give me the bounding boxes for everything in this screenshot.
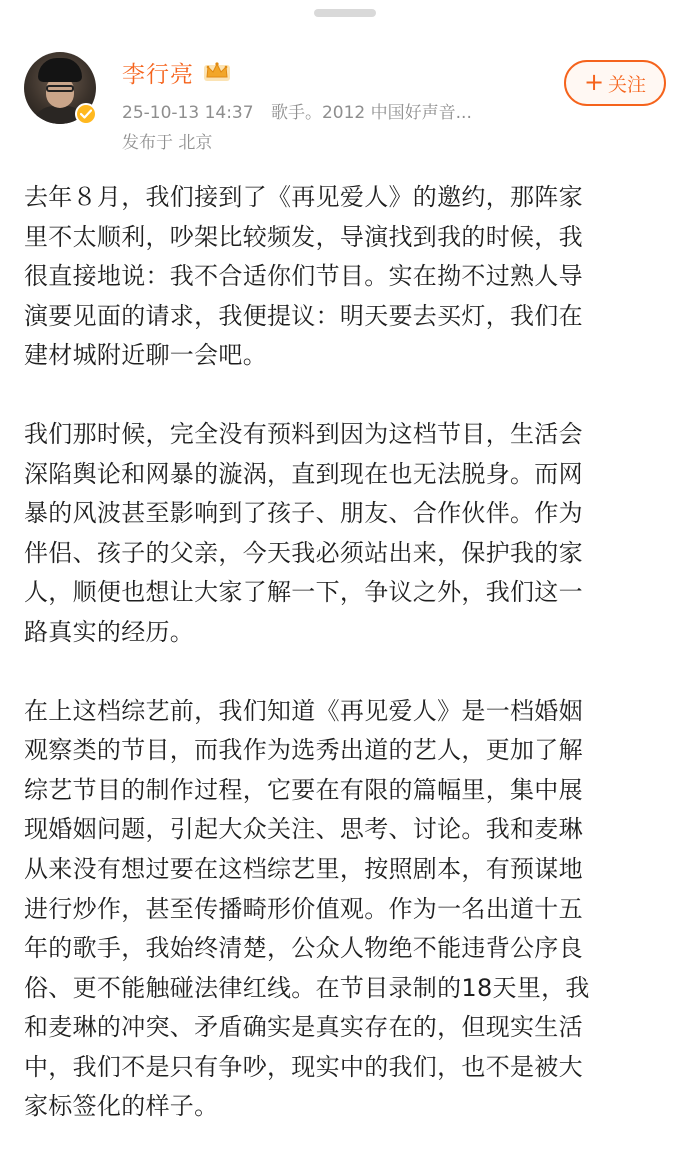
post-text-line: 俗、更不能触碰法律红线。在节目录制的18天里，我	[24, 973, 590, 1002]
post-text-line: 综艺节目的制作过程，它要在有限的篇幅里，集中展	[24, 775, 583, 804]
drag-handle[interactable]	[314, 9, 376, 17]
author-name[interactable]: 李行亮	[122, 62, 194, 88]
post-text-line: 中，我们不是只有争吵，现实中的我们，也不是被大	[24, 1052, 583, 1081]
post-paragraph	[24, 415, 666, 653]
post-text-line: 和麦琳的冲突、矛盾确实是真实存在的，但现实生活	[24, 1013, 583, 1042]
post-text-line: 很直接地说：我不合适你们节目。实在拗不过熟人导	[24, 262, 583, 291]
post-text-line: 演要见面的请求，我便提议：明天要去买灯，我们在	[24, 301, 583, 330]
post-text-line: 年的歌手，我始终清楚，公众人物绝不能违背公序良	[24, 934, 583, 963]
post-body	[24, 178, 666, 1156]
vip-crown-icon	[202, 59, 232, 83]
post-paragraph	[24, 692, 666, 1128]
post-timestamp: 25-10-13 14:37	[122, 103, 254, 123]
post-text-line: 路真实的经历。	[24, 617, 195, 646]
post-text-line: 暴的风波甚至影响到了孩子、朋友、合作伙伴。作为	[24, 499, 583, 528]
post-text-line: 里不太顺利，吵架比较频发，导演找到我的时候，我	[24, 222, 583, 251]
verified-badge-icon	[75, 103, 97, 125]
author-bio: 歌手。2012 中国好声音...	[270, 103, 472, 123]
post-text-line: 从来没有想过要在这档综艺里，按照剧本，有预谋地	[24, 854, 583, 883]
post-text-line: 深陷舆论和网暴的漩涡，直到现在也无法脱身。而网	[24, 459, 583, 488]
follow-label: 关注	[608, 73, 647, 96]
post-text-line: 伴侣、孩子的父亲，今天我必须站出来，保护我的家	[24, 538, 583, 567]
post-header	[24, 52, 666, 156]
follow-button[interactable]	[564, 60, 666, 106]
post-text-line: 我们那时候，完全没有预料到因为这档节目，生活会	[24, 419, 583, 448]
post-text-line: 建材城附近聊一会吧。	[24, 341, 267, 370]
plus-icon: +	[583, 68, 605, 96]
post-location: 发布于 北京	[122, 133, 213, 153]
avatar-hat	[38, 58, 82, 82]
post-text-line: 家标签化的样子。	[24, 1092, 219, 1121]
post-text-line: 进行炒作，甚至传播畸形价值观。作为一名出道十五	[24, 894, 583, 923]
post-text-line: 人，顺便也想让大家了解一下，争议之外，我们这一	[24, 578, 583, 607]
avatar-glasses	[46, 85, 74, 92]
post-text-line: 现婚姻问题，引起大众关注、思考、讨论。我和麦琳	[24, 815, 583, 844]
post-paragraph	[24, 178, 666, 376]
post-text-line: 观察类的节目，而我作为选秀出道的艺人，更加了解	[24, 736, 583, 765]
post-text-line: 在上这档综艺前，我们知道《再见爱人》是一档婚姻	[24, 696, 583, 725]
post-meta	[122, 98, 552, 123]
post-text-line: 去年８月，我们接到了《再见爱人》的邀约，那阵家	[24, 183, 583, 211]
